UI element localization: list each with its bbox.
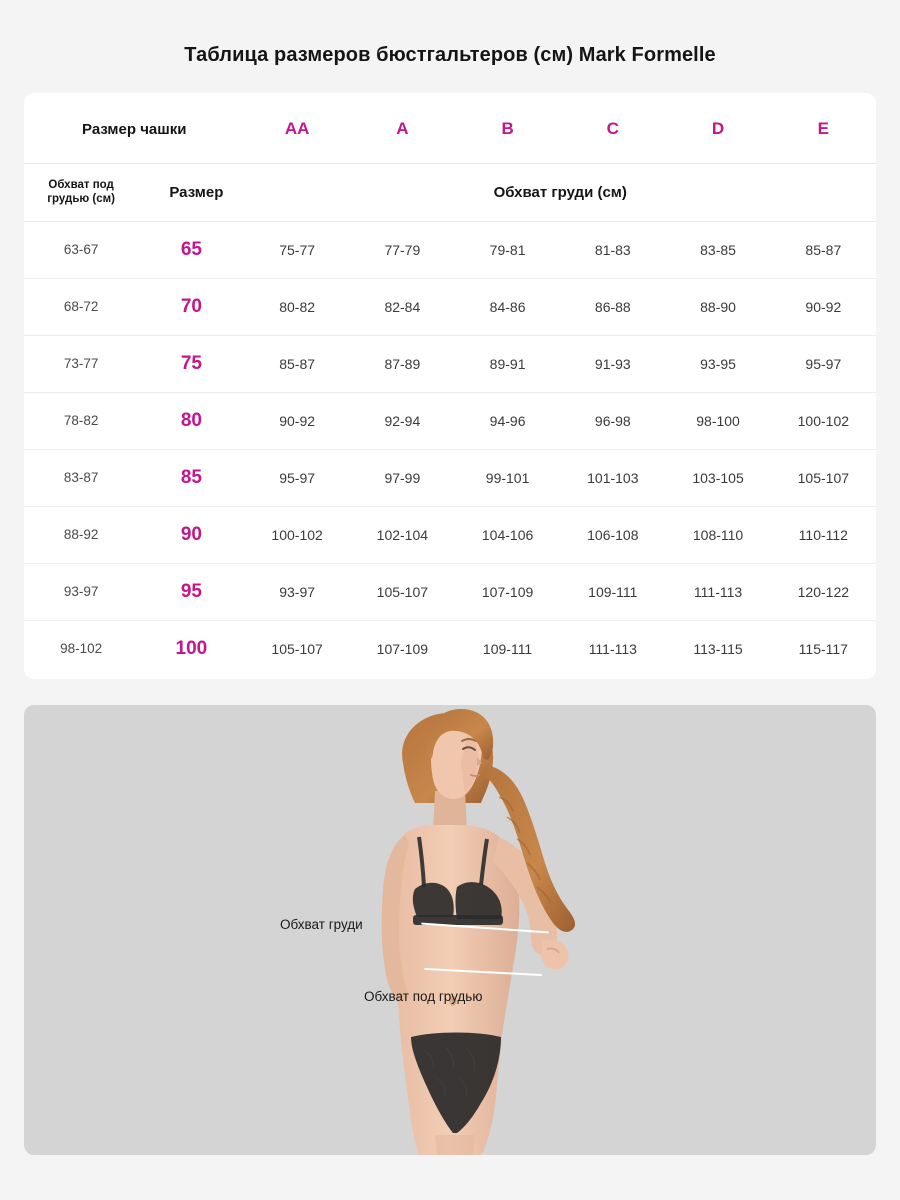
cell-cup-b: 79-81 bbox=[455, 221, 560, 278]
cell-cup-c: 91-93 bbox=[560, 335, 665, 392]
page-title: Таблица размеров бюстгальтеров (см) Mark Formelle bbox=[184, 44, 716, 66]
table-row bbox=[24, 221, 876, 278]
cell-cup-d: 111-113 bbox=[665, 563, 770, 620]
cell-cup-aa: 100-102 bbox=[245, 506, 350, 563]
cell-cup-b: 104-106 bbox=[455, 506, 560, 563]
header-row-cups bbox=[24, 93, 876, 164]
cell-cup-aa: 93-97 bbox=[245, 563, 350, 620]
size-table bbox=[24, 93, 876, 677]
cell-underbust: 63-67 bbox=[24, 221, 138, 278]
cell-underbust: 68-72 bbox=[24, 278, 138, 335]
cell-cup-a: 87-89 bbox=[350, 335, 455, 392]
cell-underbust: 73-77 bbox=[24, 335, 138, 392]
cell-cup-d: 83-85 bbox=[665, 221, 770, 278]
table-row bbox=[24, 620, 876, 677]
cell-cup-b: 89-91 bbox=[455, 335, 560, 392]
cell-cup-b: 84-86 bbox=[455, 278, 560, 335]
table-row bbox=[24, 449, 876, 506]
cell-cup-a: 105-107 bbox=[350, 563, 455, 620]
cell-underbust: 98-102 bbox=[60, 641, 103, 657]
cell-cup-b: 94-96 bbox=[455, 392, 560, 449]
cell-underbust: 78-82 bbox=[24, 392, 138, 449]
cup-header-aa: AA bbox=[284, 119, 310, 138]
size-header: Размер bbox=[138, 164, 244, 222]
cell-cup-e: 110-112 bbox=[771, 506, 876, 563]
cell-size: 75 bbox=[138, 335, 244, 392]
cell-cup-aa: 85-87 bbox=[245, 335, 350, 392]
cell-cup-e: 85-87 bbox=[771, 221, 876, 278]
cell-cup-c: 106-108 bbox=[560, 506, 665, 563]
cell-size: 65 bbox=[138, 221, 244, 278]
cell-cup-a: 82-84 bbox=[350, 278, 455, 335]
cup-header-c: C bbox=[606, 119, 619, 138]
cell-cup-c: 81-83 bbox=[560, 221, 665, 278]
cell-size: 80 bbox=[138, 392, 244, 449]
cell-cup-d: 88-90 bbox=[665, 278, 770, 335]
cell-cup-c: 101-103 bbox=[560, 449, 665, 506]
cell-cup-c: 96-98 bbox=[560, 392, 665, 449]
cell-size: 90 bbox=[138, 506, 244, 563]
cup-header-label: Размер чашки bbox=[82, 120, 187, 138]
cup-header-d: D bbox=[711, 119, 725, 138]
table-row bbox=[24, 392, 876, 449]
cell-cup-aa: 80-82 bbox=[245, 278, 350, 335]
table-body bbox=[24, 221, 876, 677]
cell-cup-e: 105-107 bbox=[771, 449, 876, 506]
cell-underbust: 93-97 bbox=[24, 563, 138, 620]
cell-cup-b: 107-109 bbox=[455, 563, 560, 620]
table-row bbox=[24, 563, 876, 620]
cell-cup-c: 109-111 bbox=[560, 563, 665, 620]
cell-cup-b: 109-111 bbox=[482, 640, 533, 657]
cell-cup-aa: 105-107 bbox=[271, 640, 323, 657]
header-row-measures bbox=[24, 164, 876, 222]
cell-cup-d: 98-100 bbox=[665, 392, 770, 449]
cell-cup-e: 90-92 bbox=[771, 278, 876, 335]
cell-cup-a: 77-79 bbox=[350, 221, 455, 278]
cell-cup-d: 108-110 bbox=[665, 506, 770, 563]
cell-cup-a: 107-109 bbox=[376, 640, 429, 657]
cell-underbust: 83-87 bbox=[24, 449, 138, 506]
bust-header: Обхват груди (см) bbox=[245, 164, 877, 222]
underbust-header: Обхват под грудью (см) bbox=[24, 164, 138, 222]
cell-cup-e: 95-97 bbox=[771, 335, 876, 392]
cell-cup-aa: 75-77 bbox=[245, 221, 350, 278]
underbust-label: Обхват под грудью bbox=[364, 988, 483, 1004]
cell-cup-c: 111-113 bbox=[588, 640, 637, 657]
cell-cup-aa: 95-97 bbox=[245, 449, 350, 506]
cell-cup-a: 92-94 bbox=[350, 392, 455, 449]
cell-cup-a: 102-104 bbox=[350, 506, 455, 563]
cell-cup-e: 115-117 bbox=[798, 640, 848, 657]
table-head bbox=[24, 93, 876, 221]
cup-header-e: E bbox=[817, 119, 829, 138]
table-row bbox=[24, 506, 876, 563]
cell-cup-e: 100-102 bbox=[771, 392, 876, 449]
cell-cup-a: 97-99 bbox=[350, 449, 455, 506]
cell-cup-d: 113-115 bbox=[693, 640, 743, 657]
cup-header-a: A bbox=[396, 119, 409, 138]
cell-size: 85 bbox=[138, 449, 244, 506]
cell-cup-b: 99-101 bbox=[455, 449, 560, 506]
cell-cup-c: 86-88 bbox=[560, 278, 665, 335]
cell-cup-d: 93-95 bbox=[665, 335, 770, 392]
cell-underbust: 88-92 bbox=[24, 506, 138, 563]
cell-size: 95 bbox=[138, 563, 244, 620]
cell-cup-e: 120-122 bbox=[771, 563, 876, 620]
cell-cup-aa: 90-92 bbox=[245, 392, 350, 449]
bust-label: Обхват груди bbox=[280, 916, 363, 932]
table-row bbox=[24, 278, 876, 335]
size-table-card bbox=[24, 93, 876, 679]
cell-size: 70 bbox=[138, 278, 244, 335]
cell-cup-d: 103-105 bbox=[665, 449, 770, 506]
cell-size: 100 bbox=[175, 637, 208, 659]
table-row bbox=[24, 335, 876, 392]
cup-header-b: B bbox=[501, 119, 514, 138]
measurement-photo-card bbox=[24, 705, 876, 1155]
